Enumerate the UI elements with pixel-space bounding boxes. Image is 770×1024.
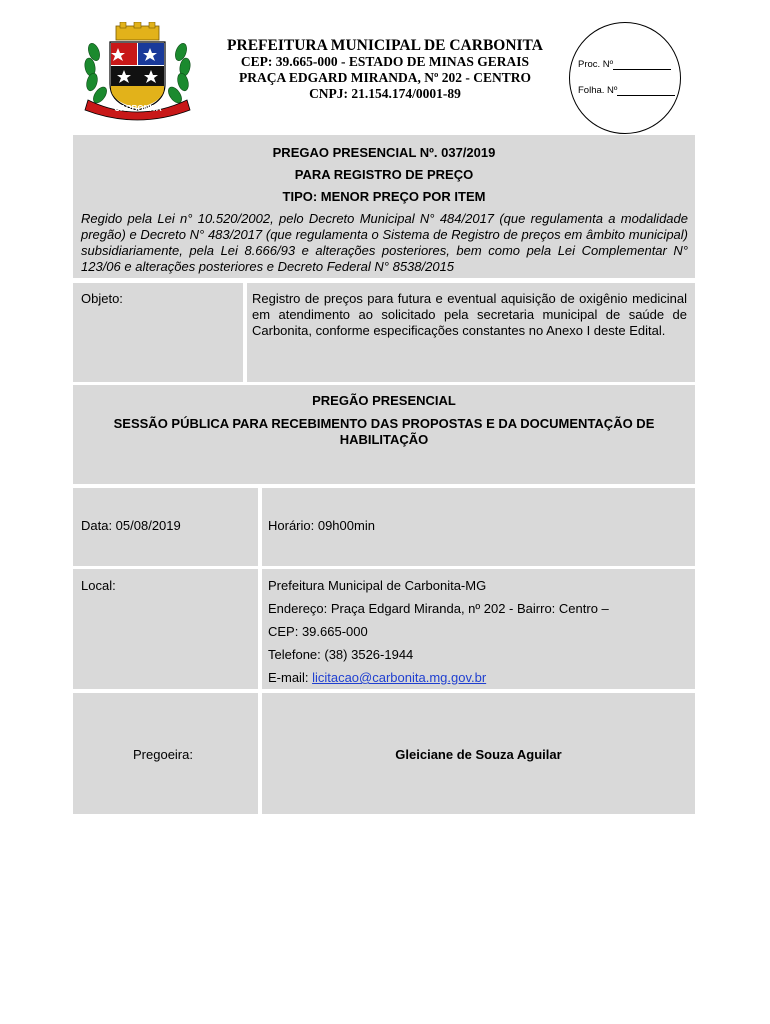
stamp-proc-label: Proc. Nº [578, 59, 614, 70]
sessao-block [73, 385, 695, 484]
sessao-subtitle: SESSÃO PÚBLICA PARA RECEBIMENTO DAS PROPOSTAS E DA DOCUMENTAÇÃO DE HABILITAÇÃO [113, 416, 655, 447]
local-info-cell [262, 569, 695, 689]
email-link[interactable]: licitacao@carbonita.mg.gov.br [312, 670, 487, 685]
stamp-folha-line [578, 85, 675, 96]
stamp-proc-line [578, 59, 671, 70]
local-phone: Telefone: (38) 3526-1944 [268, 647, 414, 662]
municipal-crest-logo [80, 22, 195, 122]
data-cell [73, 488, 258, 566]
letterhead-cnpj: CNPJ: 21.154.174/0001-89 [309, 86, 461, 101]
local-label: Local: [81, 578, 116, 593]
local-email-line [268, 670, 486, 686]
pregoeira-label: Pregoeira: [133, 747, 193, 762]
letterhead [200, 38, 570, 102]
protocol-stamp [569, 22, 681, 134]
pregao-tipo: TIPO: MENOR PREÇO POR ITEM [282, 189, 486, 204]
objeto-label: Objeto: [81, 291, 123, 306]
local-label-cell [73, 569, 258, 689]
email-label: E-mail: [268, 670, 313, 685]
letterhead-address-1: CEP: 39.665-000 - ESTADO DE MINAS GERAIS [240, 54, 530, 69]
horario-label: Horário: 09h00min [268, 518, 375, 533]
crest-ribbon-text: CARBONITA [114, 104, 162, 113]
pregao-number: PREGAO PRESENCIAL Nº. 037/2019 [272, 145, 496, 160]
local-cep: CEP: 39.665-000 [268, 624, 368, 639]
data-label: Data: 05/08/2019 [81, 518, 181, 533]
letterhead-address-2: PRAÇA EDGARD MIRANDA, Nº 202 - CENTRO [238, 70, 532, 85]
pregoeira-name-cell [262, 693, 695, 814]
objeto-text-cell [247, 283, 695, 382]
objeto-label-cell [73, 283, 243, 382]
pregoeira-label-cell [73, 693, 258, 814]
pregao-header-block [73, 135, 695, 278]
stamp-folha-label: Folha. Nº [578, 85, 618, 96]
legal-basis-text: Regido pela Lei n° 10.520/2002, pelo Decreto Municipal N° 484/2017 (que regulamenta a modalidade pregão) e Decreto N° 483/2017 (que regulamenta o Sistema de Registro de preços em âmbito municipal) subsidiariamente, pela Lei 8.666/93 e alterações posteriores, bem como pela Lei Complementar N° 123/06 e alterações posteriores e Decreto Federal N° 8538/2015 [81, 211, 688, 274]
local-name: Prefeitura Municipal de Carbonita-MG [268, 578, 487, 593]
sessao-title: PREGÃO PRESENCIAL [312, 393, 456, 408]
pregao-registro: PARA REGISTRO DE PREÇO [294, 167, 474, 182]
local-address: Endereço: Praça Edgard Miranda, nº 202 - Bairro: Centro – [268, 601, 609, 616]
objeto-text: Registro de preços para futura e eventual aquisição de oxigênio medicinal em atendimento ao solicitado pela secretaria municipal de saúde de Carbonita, conforme especificações constantes no Anexo I deste Edital. [252, 291, 687, 338]
pregoeira-name: Gleiciane de Souza Aguilar [395, 747, 562, 762]
letterhead-title: PREFEITURA MUNICIPAL DE CARBONITA [227, 37, 543, 54]
horario-cell [262, 488, 695, 566]
